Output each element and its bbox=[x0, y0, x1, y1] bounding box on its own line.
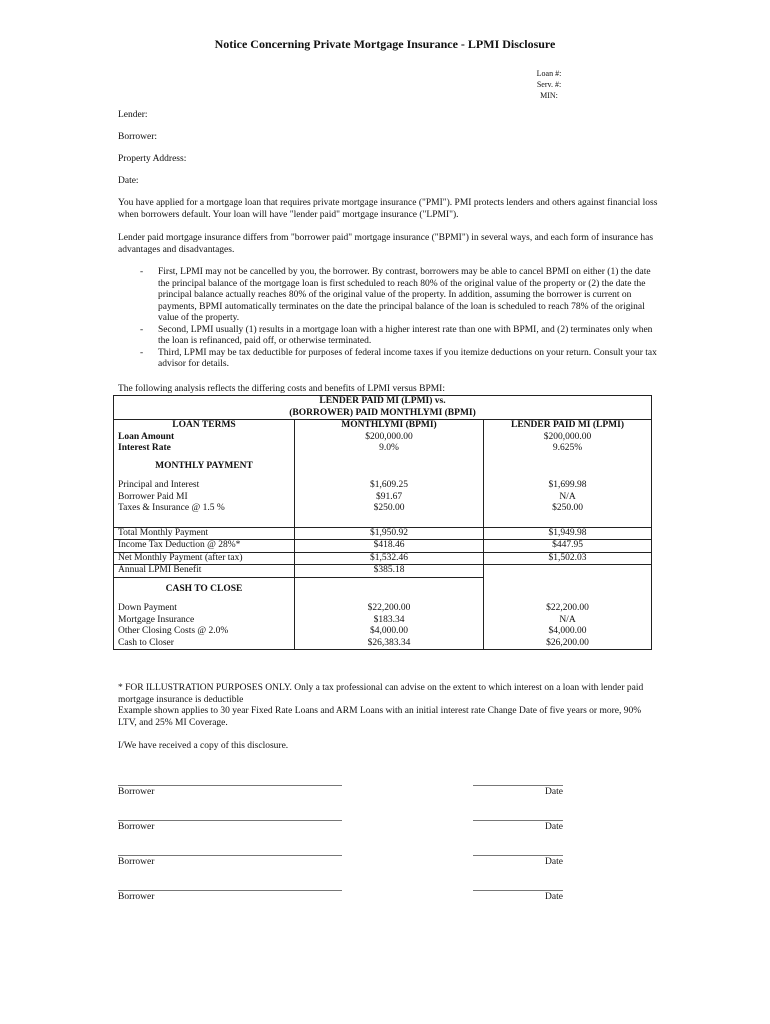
property-address-field: Property Address: bbox=[118, 154, 187, 164]
bpmi-value: $200,000.00 bbox=[295, 432, 484, 444]
row-label: Loan Amount bbox=[114, 432, 295, 444]
table-row bbox=[114, 443, 652, 455]
row-label: Net Monthly Payment (after tax) bbox=[114, 552, 295, 565]
borrower-field: Borrower: bbox=[118, 132, 158, 142]
row-label: Principal and Interest bbox=[114, 480, 295, 492]
row-label: Mortgage Insurance bbox=[114, 615, 295, 627]
footnote-line2: Example shown applies to 30 year Fixed Rate Loans and ARM Loans with an initial interest rate Change Date of five years or more, 90% LTV, and 25% MI Coverage. bbox=[118, 706, 642, 728]
difference-paragraph: Lender paid mortgage insurance differs from "borrower paid" mortgage insurance ("BPMI") in several ways, and each form of insurance has advantages and disadvantages. bbox=[118, 233, 654, 255]
date-signature-line[interactable] bbox=[473, 855, 563, 856]
lpmi-value: $447.95 bbox=[484, 540, 652, 553]
row-label: Other Closing Costs @ 2.0% bbox=[114, 626, 295, 638]
section-monthly-payment: MONTHLY PAYMENT bbox=[114, 455, 295, 481]
row-label: Interest Rate bbox=[114, 443, 295, 455]
col-header-lpmi: LENDER PAID MI (LPMI) bbox=[484, 420, 652, 432]
date-signature-label: Date bbox=[545, 787, 563, 797]
borrower-signature-line[interactable] bbox=[118, 890, 342, 891]
row-label: Borrower Paid MI bbox=[114, 492, 295, 504]
bpmi-value: 9.0% bbox=[295, 443, 484, 455]
loan-number-label: Loan #: bbox=[536, 69, 562, 78]
borrower-signature-label: Borrower bbox=[118, 822, 155, 832]
lpmi-value: $1,949.98 bbox=[484, 527, 652, 540]
bpmi-value: $418.46 bbox=[295, 540, 484, 553]
min-label: MIN: bbox=[540, 91, 558, 100]
lpmi-value: $1,699.98 bbox=[484, 480, 652, 492]
comparison-bullets bbox=[140, 267, 660, 371]
date-signature-label: Date bbox=[545, 857, 563, 867]
bullet-item bbox=[140, 348, 660, 371]
illustration-footnote bbox=[118, 683, 658, 729]
table-row bbox=[114, 565, 652, 578]
lpmi-value: $4,000.00 bbox=[484, 626, 652, 638]
date-signature-label: Date bbox=[545, 822, 563, 832]
table-row bbox=[114, 540, 652, 553]
bpmi-value: $250.00 bbox=[295, 503, 484, 515]
acknowledgement-text: I/We have received a copy of this disclosure. bbox=[118, 741, 289, 751]
bpmi-value: $26,383.34 bbox=[295, 638, 484, 650]
bullet-text: Second, LPMI usually (1) results in a mortgage loan with a higher interest rate than one with BPMI, and (2) terminates only when the loan is refinanced, paid off, or otherwise terminated. bbox=[158, 324, 653, 346]
bpmi-value: $22,200.00 bbox=[295, 603, 484, 615]
table-row bbox=[114, 638, 652, 650]
lender-field: Lender: bbox=[118, 110, 148, 120]
bullet-item bbox=[140, 267, 660, 325]
date-signature-label: Date bbox=[545, 892, 563, 902]
table-row bbox=[114, 603, 652, 615]
table-title-line1: LENDER PAID MI (LPMI) vs. bbox=[114, 396, 652, 408]
table-row bbox=[114, 492, 652, 504]
intro-paragraph: You have applied for a mortgage loan that requires private mortgage insurance ("PMI"). PMI protects lenders and others against financial loss when borrowers default. Your loan will have "lender paid" mortgage insurance ("LPMI"). bbox=[118, 198, 658, 220]
row-label: Income Tax Deduction @ 28%* bbox=[114, 540, 295, 553]
table-row bbox=[114, 480, 652, 492]
bullet-text: Third, LPMI may be tax deductible for purposes of federal income taxes if you itemize deductions on your return. Consult your tax advisor for details. bbox=[158, 347, 657, 369]
section-cash-to-close: CASH TO CLOSE bbox=[114, 577, 295, 603]
borrower-signature-label: Borrower bbox=[118, 787, 155, 797]
lpmi-value: N/A bbox=[484, 615, 652, 627]
borrower-signature-label: Borrower bbox=[118, 892, 155, 902]
col-header-loan-terms: LOAN TERMS bbox=[114, 420, 295, 432]
date-signature-line[interactable] bbox=[473, 890, 563, 891]
analysis-intro: The following analysis reflects the differing costs and benefits of LPMI versus BPMI: bbox=[118, 384, 445, 394]
date-field: Date: bbox=[118, 176, 139, 186]
bullet-dash: - bbox=[140, 267, 144, 277]
bpmi-value: $385.18 bbox=[295, 565, 484, 578]
row-label: Down Payment bbox=[114, 603, 295, 615]
bullet-item bbox=[140, 325, 660, 348]
lpmi-value: N/A bbox=[484, 492, 652, 504]
table-row bbox=[114, 615, 652, 627]
borrower-signature-line[interactable] bbox=[118, 785, 342, 786]
row-label: Cash to Closer bbox=[114, 638, 295, 650]
row-label: Total Monthly Payment bbox=[114, 527, 295, 540]
date-signature-line[interactable] bbox=[473, 820, 563, 821]
table-row bbox=[114, 527, 652, 540]
table-row bbox=[114, 432, 652, 444]
borrower-signature-line[interactable] bbox=[118, 855, 342, 856]
lpmi-comparison-table bbox=[113, 395, 652, 650]
table-title-line2: (BORROWER) PAID MONTHLYMI (BPMI) bbox=[114, 408, 652, 420]
bullet-text: First, LPMI may not be cancelled by you, the borrower. By contrast, borrowers may be able to cancel BPMI on either (1) the date the principal balance of the mortgage loan is first scheduled to reach 80% of the original value of the property or (2) the date the principal balance actually reaches 80% of the original value of the property. In addition, assuming the borrower is current on payments, BPMI automatically terminates on the date the principal balance of the loan is scheduled to reach 78% of the original value of the property. bbox=[158, 267, 651, 323]
lpmi-value bbox=[484, 565, 652, 578]
servicer-number-label: Serv. #: bbox=[536, 80, 562, 89]
lpmi-value: $200,000.00 bbox=[484, 432, 652, 444]
lpmi-value: $250.00 bbox=[484, 503, 652, 515]
bullet-dash: - bbox=[140, 347, 144, 358]
footnote-line1: * FOR ILLUSTRATION PURPOSES ONLY. Only a tax professional can advise on the extent to which interest on a loan with lender paid mortgage insurance is deductible bbox=[118, 683, 644, 705]
date-signature-line[interactable] bbox=[473, 785, 563, 786]
bpmi-value: $183.34 bbox=[295, 615, 484, 627]
lpmi-value: $1,502.03 bbox=[484, 552, 652, 565]
lpmi-value: $22,200.00 bbox=[484, 603, 652, 615]
bpmi-value: $4,000.00 bbox=[295, 626, 484, 638]
bpmi-value: $1,532.46 bbox=[295, 552, 484, 565]
borrower-signature-line[interactable] bbox=[118, 820, 342, 821]
bullet-dash: - bbox=[140, 324, 144, 335]
borrower-signature-label: Borrower bbox=[118, 857, 155, 867]
lpmi-value: $26,200.00 bbox=[484, 638, 652, 650]
lpmi-value: 9.625% bbox=[484, 443, 652, 455]
table-row bbox=[114, 552, 652, 565]
document-title: Notice Concerning Private Mortgage Insurance - LPMI Disclosure bbox=[214, 37, 556, 51]
bpmi-value: $91.67 bbox=[295, 492, 484, 504]
bpmi-value: $1,950.92 bbox=[295, 527, 484, 540]
row-label: Annual LPMI Benefit bbox=[114, 565, 295, 578]
table-row bbox=[114, 503, 652, 515]
table-row bbox=[114, 626, 652, 638]
bpmi-value: $1,609.25 bbox=[295, 480, 484, 492]
row-label: Taxes & Insurance @ 1.5 % bbox=[114, 503, 295, 515]
loan-identifiers bbox=[520, 68, 578, 101]
col-header-bpmi: MONTHLYMI (BPMI) bbox=[295, 420, 484, 432]
